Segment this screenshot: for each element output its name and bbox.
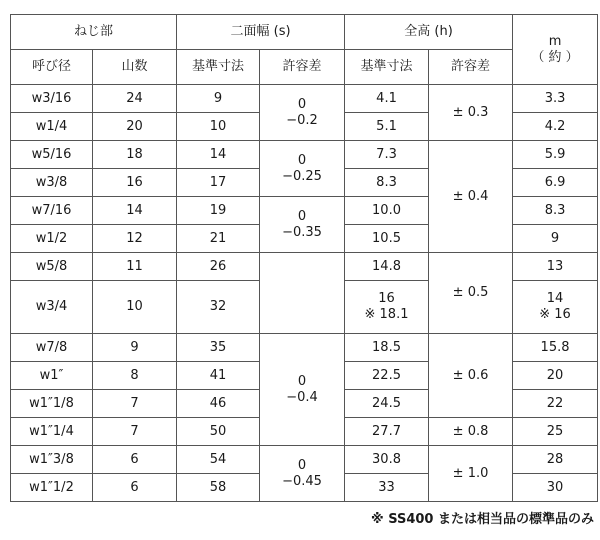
h-tolerance-cell: ± 0.5 xyxy=(429,253,513,334)
height-cell: 24.5 xyxy=(345,390,429,418)
height-cell: 33 xyxy=(345,474,429,502)
m-cell: 4.2 xyxy=(513,113,598,141)
m-value: 14 xyxy=(546,291,564,306)
threads-cell: 16 xyxy=(93,169,177,197)
table-row xyxy=(11,446,598,474)
height-cell: 18.5 xyxy=(345,334,429,362)
nominal-cell: w1/2 xyxy=(11,225,93,253)
m-cell: 8.3 xyxy=(513,197,598,225)
af-cell: 17 xyxy=(177,169,260,197)
threads-cell: 7 xyxy=(93,390,177,418)
m-value-alt: ※ 16 xyxy=(539,307,571,322)
af-cell: 19 xyxy=(177,197,260,225)
height-cell: 10.5 xyxy=(345,225,429,253)
height-cell xyxy=(345,281,429,334)
table-row xyxy=(11,253,598,281)
af-tolerance-upper: 0 xyxy=(297,152,307,168)
nominal-cell: w1″ xyxy=(11,362,93,390)
af-tolerance-lower: −0.4 xyxy=(286,389,318,405)
af-cell: 26 xyxy=(177,253,260,281)
af-cell: 41 xyxy=(177,362,260,390)
af-cell: 21 xyxy=(177,225,260,253)
threads-cell: 8 xyxy=(93,362,177,390)
h-tolerance-cell: ± 0.6 xyxy=(429,334,513,418)
threads-cell: 20 xyxy=(93,113,177,141)
af-tolerance-cell xyxy=(260,334,345,446)
m-cell: 5.9 xyxy=(513,141,598,169)
header-threads: 山数 xyxy=(93,50,177,85)
h-tolerance-cell: ± 0.8 xyxy=(429,418,513,446)
m-cell: 13 xyxy=(513,253,598,281)
af-cell: 14 xyxy=(177,141,260,169)
header-m xyxy=(513,15,598,85)
h-tolerance-cell: ± 0.3 xyxy=(429,85,513,141)
header-nominal: 呼び径 xyxy=(11,50,93,85)
height-cell: 30.8 xyxy=(345,446,429,474)
threads-cell: 9 xyxy=(93,334,177,362)
nominal-cell: w1″3/8 xyxy=(11,446,93,474)
header-m-label: m xyxy=(548,33,562,49)
threads-cell: 6 xyxy=(93,446,177,474)
nominal-cell: w7/8 xyxy=(11,334,93,362)
height-cell: 5.1 xyxy=(345,113,429,141)
threads-cell: 6 xyxy=(93,474,177,502)
h-tolerance-cell: ± 0.4 xyxy=(429,141,513,253)
af-tolerance-cell xyxy=(260,197,345,253)
af-tolerance-upper: 0 xyxy=(297,457,307,473)
height-cell: 10.0 xyxy=(345,197,429,225)
af-cell: 46 xyxy=(177,390,260,418)
m-cell xyxy=(513,281,598,334)
threads-cell: 11 xyxy=(93,253,177,281)
m-cell: 28 xyxy=(513,446,598,474)
af-tolerance-lower: −0.25 xyxy=(282,168,322,184)
nominal-cell: w3/8 xyxy=(11,169,93,197)
af-tolerance-upper: 0 xyxy=(297,373,307,389)
height-value: 16 xyxy=(378,291,395,306)
m-cell: 3.3 xyxy=(513,85,598,113)
table-row xyxy=(11,85,598,113)
nominal-cell: w3/16 xyxy=(11,85,93,113)
nominal-cell: w3/4 xyxy=(11,281,93,334)
af-tolerance-lower: −0.45 xyxy=(282,473,322,489)
threads-cell: 7 xyxy=(93,418,177,446)
nominal-cell: w1″1/2 xyxy=(11,474,93,502)
header-h-standard: 基準寸法 xyxy=(345,50,429,85)
af-tolerance-upper: 0 xyxy=(297,96,307,112)
threads-cell: 14 xyxy=(93,197,177,225)
af-tolerance-cell xyxy=(260,446,345,502)
table-row xyxy=(11,141,598,169)
af-tolerance-cell xyxy=(260,141,345,197)
nominal-cell: w7/16 xyxy=(11,197,93,225)
height-cell: 8.3 xyxy=(345,169,429,197)
m-cell: 25 xyxy=(513,418,598,446)
header-height: 全高 (h) xyxy=(345,15,513,50)
header-row-1 xyxy=(11,15,598,50)
header-thread: ねじ部 xyxy=(11,15,177,50)
height-cell: 7.3 xyxy=(345,141,429,169)
threads-cell: 24 xyxy=(93,85,177,113)
m-cell: 9 xyxy=(513,225,598,253)
af-cell: 58 xyxy=(177,474,260,502)
header-af-standard: 基準寸法 xyxy=(177,50,260,85)
header-across-flats: 二面幅 (s) xyxy=(177,15,345,50)
af-tolerance-lower: −0.2 xyxy=(286,112,318,128)
height-cell: 27.7 xyxy=(345,418,429,446)
threads-cell: 10 xyxy=(93,281,177,334)
h-tolerance-cell: ± 1.0 xyxy=(429,446,513,502)
nominal-cell: w1″1/4 xyxy=(11,418,93,446)
height-cell: 22.5 xyxy=(345,362,429,390)
height-cell: 4.1 xyxy=(345,85,429,113)
af-tolerance-cell xyxy=(260,85,345,141)
af-cell: 10 xyxy=(177,113,260,141)
m-cell: 22 xyxy=(513,390,598,418)
nominal-cell: w1″1/8 xyxy=(11,390,93,418)
m-cell: 15.8 xyxy=(513,334,598,362)
spec-table xyxy=(10,14,598,502)
m-cell: 6.9 xyxy=(513,169,598,197)
af-tolerance-upper: 0 xyxy=(297,208,307,224)
af-cell: 54 xyxy=(177,446,260,474)
m-cell: 30 xyxy=(513,474,598,502)
height-value-alt: ※ 18.1 xyxy=(364,307,409,322)
nominal-cell: w5/16 xyxy=(11,141,93,169)
af-cell: 50 xyxy=(177,418,260,446)
af-cell: 32 xyxy=(177,281,260,334)
header-h-tolerance: 許容差 xyxy=(429,50,513,85)
footnote: ※ SS400 または相当品の標準品のみ xyxy=(371,512,594,527)
table-row xyxy=(11,334,598,362)
m-cell: 20 xyxy=(513,362,598,390)
nominal-cell: w1/4 xyxy=(11,113,93,141)
header-row-2 xyxy=(11,50,598,85)
threads-cell: 12 xyxy=(93,225,177,253)
af-cell: 9 xyxy=(177,85,260,113)
header-m-approx: （ 約 ） xyxy=(531,49,579,65)
af-cell: 35 xyxy=(177,334,260,362)
nominal-cell: w5/8 xyxy=(11,253,93,281)
af-tolerance-lower: −0.35 xyxy=(282,224,322,240)
threads-cell: 18 xyxy=(93,141,177,169)
header-af-tolerance: 許容差 xyxy=(260,50,345,85)
height-cell: 14.8 xyxy=(345,253,429,281)
af-tolerance-cell-blank xyxy=(260,253,345,334)
